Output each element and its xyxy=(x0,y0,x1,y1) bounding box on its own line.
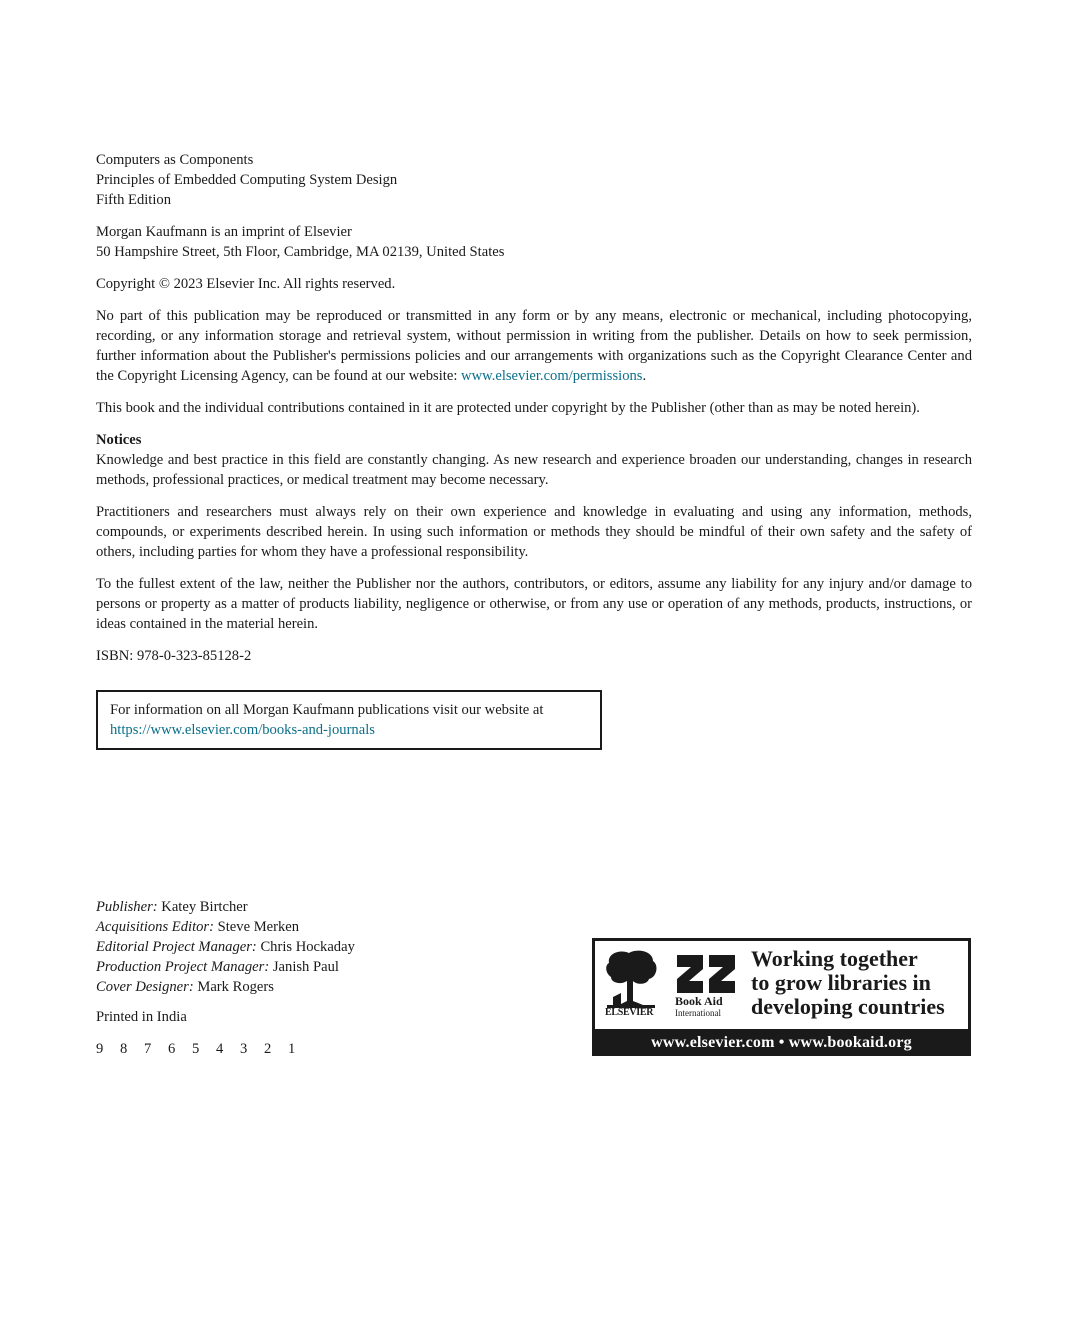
slogan-line: to grow libraries in xyxy=(751,970,931,995)
permissions-end: . xyxy=(642,368,647,384)
book-aid-logo-icon xyxy=(675,951,737,995)
credit-role: Editorial Project Manager: xyxy=(96,939,257,955)
elsevier-wordmark: ELSEVIER xyxy=(605,1007,654,1018)
notices-paragraph-3: To the fullest extent of the law, neither the Publisher nor the authors, contributors, or editors, assume any liability for any injury and/or damage to persons or property as a matter of products liability, negligence or otherwise, or from any use or operation of any methods, products, instructions, or ideas contained in the material herein. xyxy=(96,576,972,632)
print-number: 6 xyxy=(168,1041,176,1057)
bookaid-slogan xyxy=(751,947,945,1019)
imprint-line: Morgan Kaufmann is an imprint of Elsevier xyxy=(96,224,352,240)
permissions-text: No part of this publication may be reproduced or transmitted in any form or by any means, electronic or mechanical, including photocopying, recording, or any information storage and retrieval system, without permission in writing from the publisher. Details on how to seek permission, further information about the Publisher's permissions policies and our arrangements with organizations such as the Copyright Clearance Center and the Copyright Licensing Agency, can be found at our website: xyxy=(96,308,972,384)
credit-role: Acquisitions Editor: xyxy=(96,919,214,935)
credit-role: Production Project Manager: xyxy=(96,959,270,975)
printed-in: Printed in India xyxy=(96,1009,187,1025)
credit-name: Chris Hockaday xyxy=(260,939,355,955)
credit-name: Steve Merken xyxy=(217,919,300,935)
info-box xyxy=(96,690,602,750)
notices-paragraph-2: Practitioners and researchers must always rely on their own experience and knowledge in evaluating and using any information, methods, compounds, or experiments described herein. In using such information or methods they should be mindful of their own safety and the safety of others, including parties for whom they have a professional responsibility. xyxy=(96,504,972,560)
print-number: 2 xyxy=(264,1041,272,1057)
bookaid-banner xyxy=(592,938,971,1056)
credit-name: Katey Birtcher xyxy=(161,899,248,915)
slogan-line: developing countries xyxy=(751,994,945,1019)
copyright-page-body xyxy=(96,138,972,678)
credit-name: Janish Paul xyxy=(272,959,339,975)
credit-name: Mark Rogers xyxy=(197,979,274,995)
bookaid-logo-panel xyxy=(595,941,968,1029)
slogan-line: Working together xyxy=(751,946,918,971)
print-number-line xyxy=(96,1041,312,1058)
permissions-paragraph xyxy=(96,306,972,386)
permissions-link[interactable]: www.elsevier.com/permissions xyxy=(461,368,643,384)
credit-row xyxy=(96,937,355,957)
credit-role: Cover Designer: xyxy=(96,979,194,995)
info-box-text: For information on all Morgan Kaufmann publications visit our website at xyxy=(110,702,544,718)
isbn: ISBN: 978-0-323-85128-2 xyxy=(96,648,252,664)
credit-row xyxy=(96,977,355,997)
bookaid-urls: www.elsevier.com • www.bookaid.org xyxy=(651,1034,912,1051)
imprint-address: 50 Hampshire Street, 5th Floor, Cambridge, MA 02139, United States xyxy=(96,244,505,260)
print-number: 9 xyxy=(96,1041,104,1057)
print-number: 7 xyxy=(144,1041,152,1057)
book-subtitle: Principles of Embedded Computing System Design xyxy=(96,172,398,188)
print-number: 5 xyxy=(192,1041,200,1057)
book-edition: Fifth Edition xyxy=(96,192,171,208)
info-box-link[interactable]: https://www.elsevier.com/books-and-journals xyxy=(110,722,375,738)
print-number: 4 xyxy=(216,1041,224,1057)
print-number: 1 xyxy=(288,1041,296,1057)
notices-paragraph-1: Knowledge and best practice in this field are constantly changing. As new research and experience broaden our understanding, changes in research methods, professional practices, or medical treatment may become necessary. xyxy=(96,452,972,488)
book-aid-name: Book Aid xyxy=(675,994,723,1008)
credits-list xyxy=(96,897,355,997)
print-number: 3 xyxy=(240,1041,248,1057)
book-title: Computers as Components xyxy=(96,152,254,168)
protected-paragraph: This book and the individual contributions contained in it are protected under copyright by the Publisher (other than as may be noted herein). xyxy=(96,400,920,416)
book-aid-sub: International xyxy=(675,1008,721,1018)
credit-row xyxy=(96,957,355,977)
copyright-line: Copyright © 2023 Elsevier Inc. All rights reserved. xyxy=(96,276,396,292)
credit-row xyxy=(96,897,355,917)
credit-row xyxy=(96,917,355,937)
credit-role: Publisher: xyxy=(96,899,158,915)
print-number: 8 xyxy=(120,1041,128,1057)
notices-heading: Notices xyxy=(96,432,142,448)
